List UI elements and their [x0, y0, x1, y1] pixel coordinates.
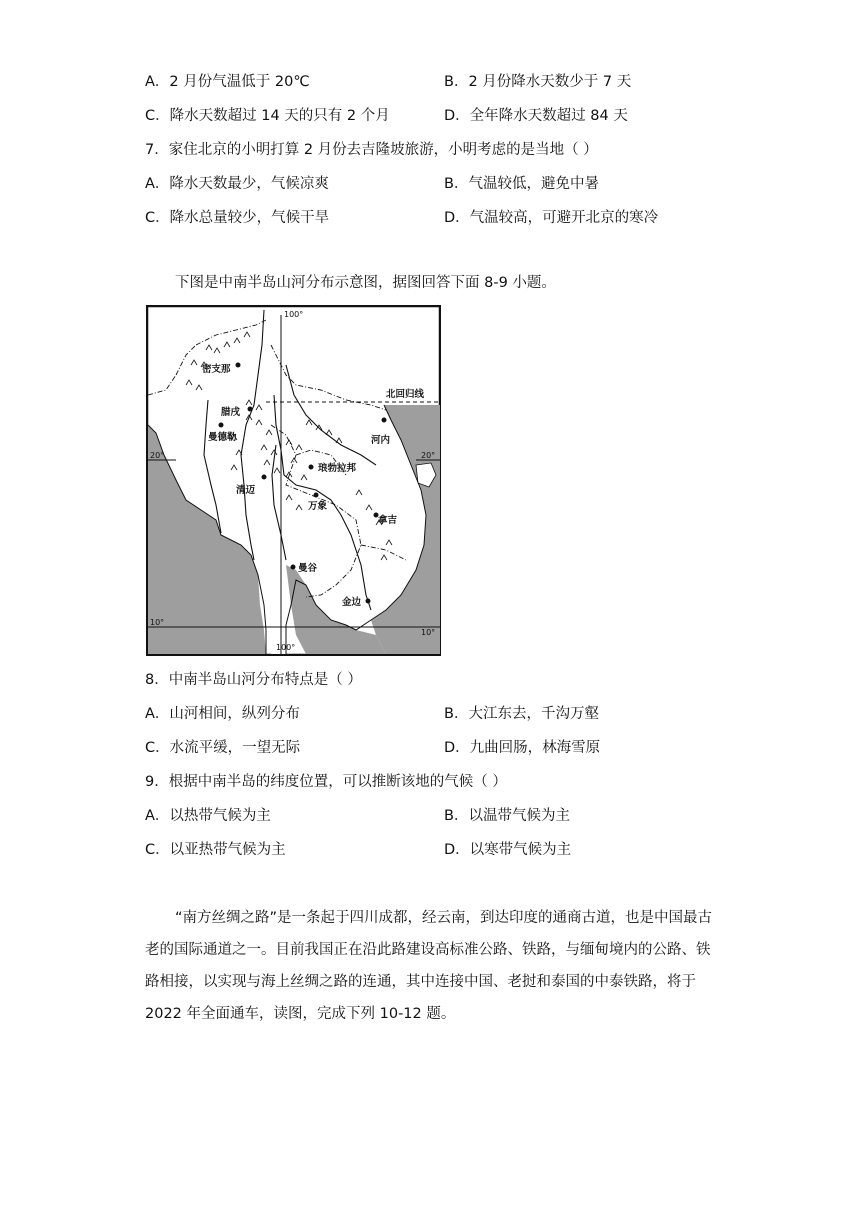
- q7-option-a: A．降水天数最少，气候凉爽: [145, 176, 329, 192]
- q6-option-d: D．全年降水天数超过 84 天: [444, 108, 628, 124]
- label-luang-prabang: 琅勃拉邦: [318, 463, 357, 474]
- q8-option-c: C．水流平缓，一望无际: [145, 740, 301, 756]
- deg-100-top: 100°: [284, 310, 304, 319]
- q9-option-a: A．以热带气候为主: [145, 808, 271, 824]
- label-mandalay: 曼德勒: [208, 432, 237, 443]
- deg-20-left: 20°: [150, 451, 165, 460]
- q7-stem: 7．家住北京的小明打算 2 月份去吉隆坡旅游，小明考虑的是当地（ ）: [145, 142, 598, 158]
- label-lashio: 腊戌: [221, 407, 241, 418]
- q9-option-b: B．以温带气候为主: [444, 808, 570, 824]
- q8-option-a: A．山河相间，纵列分布: [145, 706, 300, 722]
- q7-option-b: B．气温较低，避免中暑: [444, 176, 599, 192]
- q9-stem: 9．根据中南半岛的纬度位置，可以推断该地的气候（ ）: [145, 774, 507, 790]
- q8-option-d: D．九曲回肠，林海雪原: [444, 740, 601, 756]
- q8-stem: 8．中南半岛山河分布特点是（ ）: [145, 672, 362, 688]
- deg-10-right: 10°: [421, 628, 436, 637]
- deg-100-bottom: 100°: [276, 643, 296, 652]
- deg-10-left: 10°: [150, 618, 165, 627]
- label-tropic: 北回归线: [386, 389, 425, 400]
- label-vientiane: 万象: [308, 501, 328, 512]
- q6-option-b: B．2 月份降水天数少于 7 天: [444, 74, 632, 90]
- q9-option-d: D．以寒带气候为主: [444, 842, 572, 858]
- label-chiang-mai: 清迈: [236, 485, 256, 496]
- q8-option-b: B．大江东去，千沟万壑: [444, 706, 599, 722]
- q6-option-c: C．降水天数超过 14 天的只有 2 个月: [145, 108, 390, 124]
- label-phnom-penh: 金边: [342, 597, 362, 608]
- q9-option-c: C．以亚热带气候为主: [145, 842, 286, 858]
- label-myitkyina: 密支那: [202, 364, 231, 375]
- label-hanoi: 河内: [371, 435, 391, 446]
- label-pakse: 拿吉: [378, 515, 398, 526]
- label-bangkok: 曼谷: [298, 563, 318, 574]
- indochina-map: [146, 305, 441, 656]
- q6-option-a: A．2 月份气温低于 20℃: [145, 74, 310, 90]
- deg-20-right: 20°: [421, 451, 436, 460]
- intro-8-9: 下图是中南半岛山河分布示意图，据图回答下面 8-9 小题。: [175, 275, 556, 291]
- q7-option-d: D．气温较高，可避开北京的寒冷: [444, 210, 659, 226]
- passage-southern-silk-road: “南方丝绸之路”是一条起于四川成都，经云南，到达印度的通商古道，也是中国最古老的国际通道之一。目前我国正在沿此路建设高标准公路、铁路，与缅甸境内的公路、铁路相接，以实现与海上丝绸之路的连通，其中连接中国、老挝和泰国的中泰铁路，将于 2022 年全面通车，读图，完成下列 10-12 题。: [145, 910, 713, 1022]
- q7-option-c: C．降水总量较少，气候干旱: [145, 210, 330, 226]
